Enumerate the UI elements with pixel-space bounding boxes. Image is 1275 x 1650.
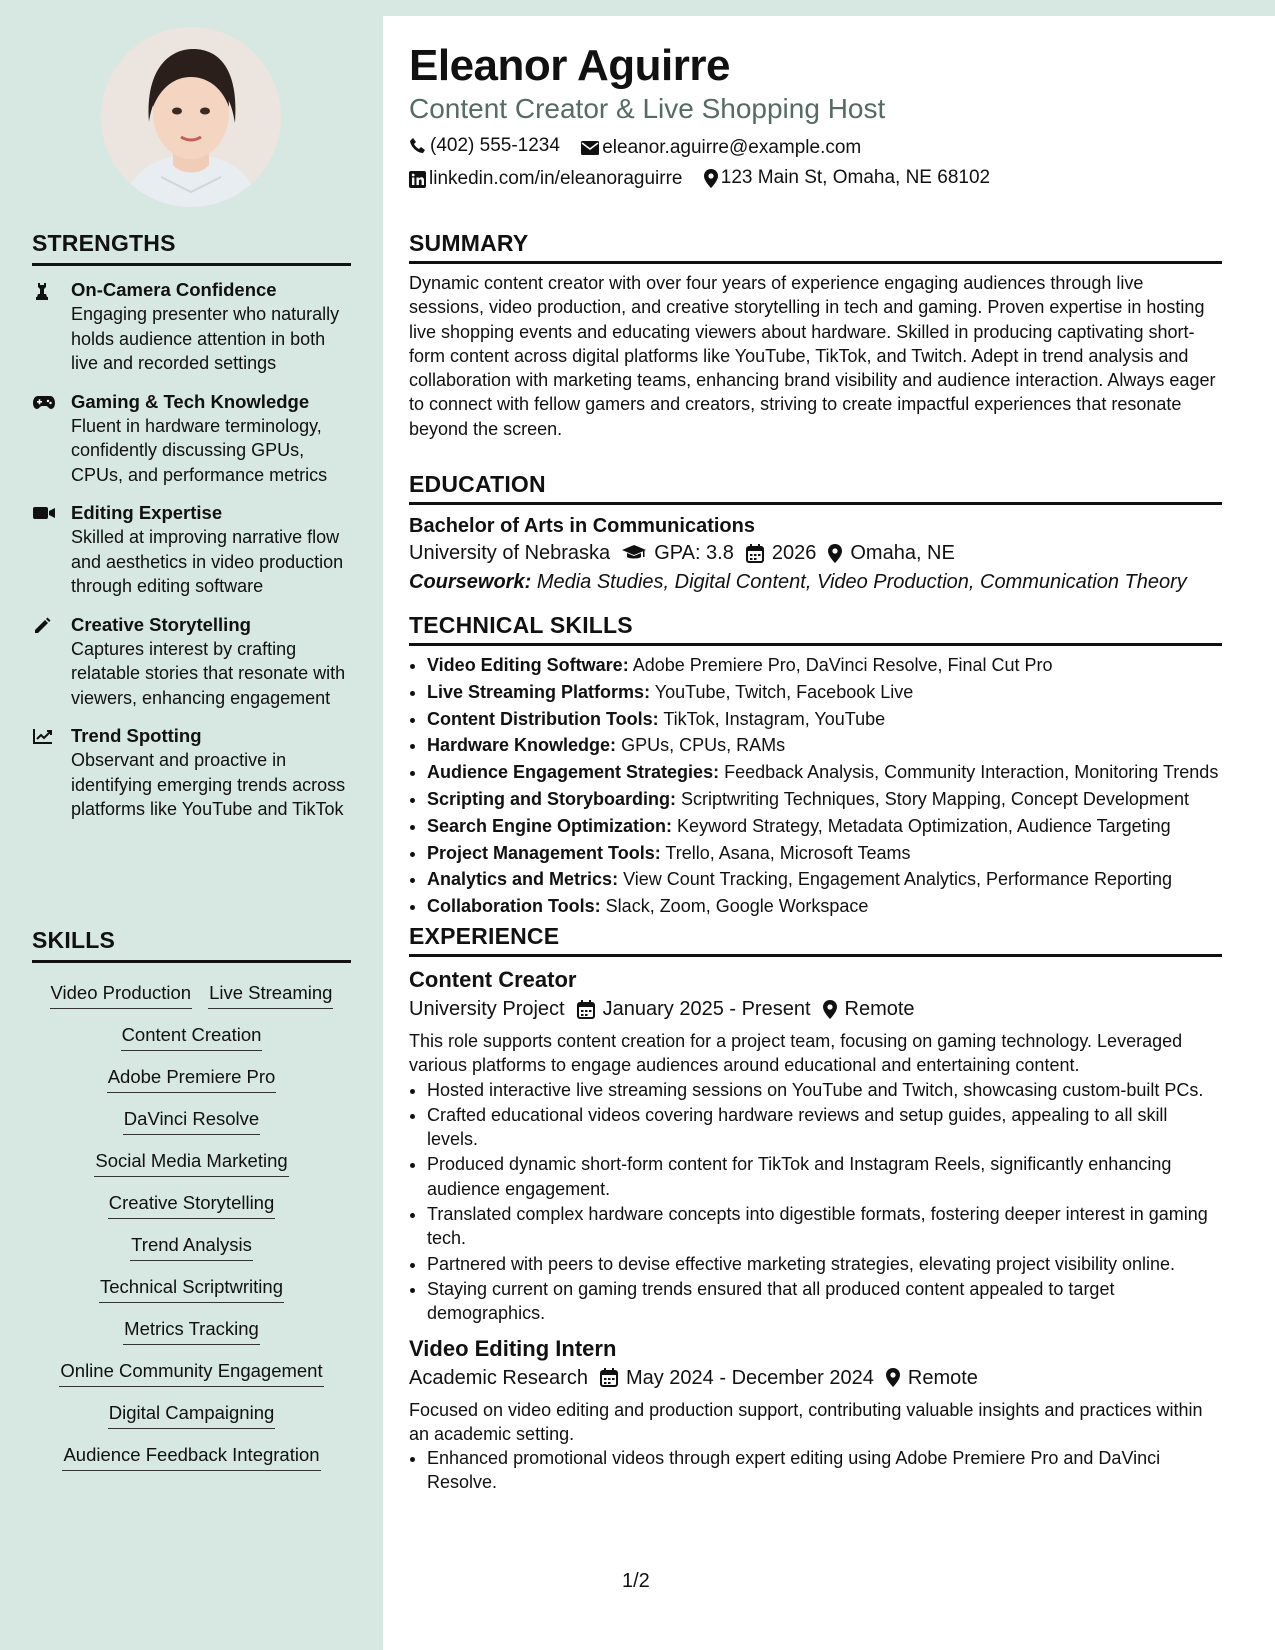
graduation-year: 2026 xyxy=(771,542,817,564)
skill-tag: Content Creation xyxy=(121,1023,263,1051)
skill-tag: Creative Storytelling xyxy=(108,1191,276,1219)
trend-chart-icon xyxy=(32,727,54,747)
skill-category: Scripting and Storyboarding: xyxy=(427,788,677,809)
job-bullet: • Translated complex hardware concepts into digestible formats, fostering deeper interest in gaming tech. xyxy=(427,1202,1222,1251)
address-text: 123 Main St, Omaha, NE 68102 xyxy=(720,167,991,188)
skill-values: Feedback Analysis, Community Interaction, Monitoring Trends xyxy=(724,762,1219,783)
video-camera-icon xyxy=(32,504,54,524)
education-meta xyxy=(409,539,1222,567)
candidate-title: Content Creator & Live Shopping Host xyxy=(409,93,886,124)
job-dates: January 2025 - Present xyxy=(602,998,811,1020)
job-location: Remote xyxy=(907,1366,978,1389)
job-bullet: • Enhanced promotional videos through expert editing using Adobe Premiere Pro and DaVinci Resolve. xyxy=(427,1446,1222,1495)
skill-category: Analytics and Metrics: xyxy=(427,869,619,890)
strengths-heading: STRENGTHS xyxy=(32,230,351,266)
linkedin-contact[interactable] xyxy=(409,167,682,191)
job-bullet: • Produced dynamic short-form content for TikTok and Instagram Reels, significantly enhancing audience engagement. xyxy=(427,1152,1222,1201)
technical-skill-item xyxy=(427,813,1222,840)
summary-text: Dynamic content creator with over four years of experience engaging audiences through live sessions, video production, and creative storytelling in tech and gaming. Proven expertise in hosting live shopping events and educating viewers about hardware. Skilled in producing captivating short-form content across digital platforms like YouTube, TikTok, and Twitch. Adept in trend analysis and collaboration with marketing teams, enhancing brand visibility and audience interaction. Always eager to connect with fellow gamers and creators, striving to create impactful experiences that resonate beyond the screen. xyxy=(409,273,1216,439)
phone-contact[interactable] xyxy=(409,134,560,158)
skill-category: Hardware Knowledge: xyxy=(427,735,617,756)
calendar-icon xyxy=(600,1368,618,1387)
skill-category: Collaboration Tools: xyxy=(427,896,601,917)
chess-icon xyxy=(32,281,54,301)
skill-category: Audience Engagement Strategies: xyxy=(427,762,720,783)
skill-category: Project Management Tools: xyxy=(427,842,661,863)
summary-heading: SUMMARY xyxy=(409,230,1222,264)
address-contact xyxy=(704,166,990,190)
linkedin-text: linkedin.com/in/eleanoraguirre xyxy=(429,168,683,189)
skill-values: Adobe Premiere Pro, DaVinci Resolve, Final Cut Pro xyxy=(632,655,1053,675)
technical-skill-item xyxy=(427,706,1222,733)
linkedin-icon xyxy=(409,171,426,188)
technical-skill-item xyxy=(427,786,1222,813)
strength-item xyxy=(32,501,351,599)
job-bullet: • Hosted interactive live streaming sessions on YouTube and Twitch, showcasing custom-built PCs. xyxy=(427,1078,1222,1102)
strengths-section xyxy=(32,230,351,822)
phone-text: (402) 555-1234 xyxy=(430,135,560,156)
skills-heading: SKILLS xyxy=(32,927,351,963)
strength-item xyxy=(32,278,351,376)
job-dates: May 2024 - December 2024 xyxy=(625,1366,874,1389)
strength-title: Trend Spotting xyxy=(71,725,202,746)
job-bullet: • Partnered with peers to devise effective marketing strategies, elevating project visibility online. xyxy=(427,1252,1222,1276)
job-title: Video Editing Intern xyxy=(409,1335,617,1361)
skill-category: Search Engine Optimization: xyxy=(427,815,673,836)
technical-skill-item xyxy=(427,866,1222,893)
job-description: Focused on video editing and production support, contributing valuable insights and practices within an academic setting. xyxy=(409,1399,1203,1444)
strength-item xyxy=(32,390,351,488)
calendar-icon xyxy=(746,544,764,563)
skills-section xyxy=(32,927,351,1477)
skill-tag: Audience Feedback Integration xyxy=(62,1443,320,1471)
skill-tag: Live Streaming xyxy=(208,981,333,1009)
job-bullet: • Crafted educational videos covering hardware reviews and setup guides, appealing to all skill levels. xyxy=(427,1103,1222,1152)
skill-values: Slack, Zoom, Google Workspace xyxy=(605,896,869,917)
skill-values: View Count Tracking, Engagement Analytics, Performance Reporting xyxy=(623,869,1173,890)
coursework-text: Media Studies, Digital Content, Video Production, Communication Theory xyxy=(536,571,1187,593)
technical-skills-heading: TECHNICAL SKILLS xyxy=(409,612,1222,646)
skill-tag: Metrics Tracking xyxy=(123,1317,260,1345)
location-pin-icon xyxy=(886,1368,900,1387)
skill-values: GPUs, CPUs, RAMs xyxy=(621,735,786,756)
gpa-text: GPA: 3.8 xyxy=(654,542,734,564)
location-pin-icon xyxy=(823,1000,837,1019)
job-bullets xyxy=(409,1078,1222,1326)
job-meta xyxy=(409,1364,1222,1392)
email-text: eleanor.aguirre@example.com xyxy=(602,137,862,158)
job-bullets xyxy=(409,1446,1222,1495)
skill-tag: Trend Analysis xyxy=(130,1233,253,1261)
job-title: Content Creator xyxy=(409,967,577,992)
strength-title: Editing Expertise xyxy=(71,502,223,523)
strength-description: Captures interest by crafting relatable stories that resonate with viewers, enhancing engagement xyxy=(71,638,346,708)
coursework xyxy=(409,567,1222,597)
skill-tag: Digital Campaigning xyxy=(108,1401,276,1429)
candidate-name: Eleanor Aguirre xyxy=(409,41,730,90)
page-number: 1/2 xyxy=(622,1570,650,1592)
technical-skill-item xyxy=(427,840,1222,867)
summary-section xyxy=(409,230,1222,441)
strength-description: Observant and proactive in identifying emerging trends across platforms like YouTube and TikTok xyxy=(71,750,346,819)
degree-title: Bachelor of Arts in Communications xyxy=(409,515,755,537)
job-meta xyxy=(409,995,1222,1023)
skill-values: Trello, Asana, Microsoft Teams xyxy=(665,842,911,863)
main-content xyxy=(383,16,1275,1650)
phone-icon xyxy=(409,137,427,155)
strength-description: Engaging presenter who naturally holds audience attention in both live and recorded settings xyxy=(71,304,340,373)
job-organization: University Project xyxy=(409,998,565,1020)
skill-category: Content Distribution Tools: xyxy=(427,708,659,729)
job-entry xyxy=(409,965,1222,1326)
email-contact[interactable] xyxy=(581,136,861,160)
technical-skill-item xyxy=(427,679,1222,706)
job-description: This role supports content creation for a project team, focusing on gaming technology. Leveraged various platforms to engage audiences around educational and entertaining content. xyxy=(409,1031,1183,1076)
location-pin-icon xyxy=(828,544,842,563)
graduation-cap-icon xyxy=(622,544,646,562)
skill-category: Live Streaming Platforms: xyxy=(427,681,651,702)
skill-tag: Video Production xyxy=(50,981,193,1009)
profile-photo xyxy=(101,27,281,207)
location-pin-icon xyxy=(704,169,718,188)
coursework-label: Coursework: xyxy=(409,571,532,593)
skill-tag: DaVinci Resolve xyxy=(123,1107,260,1135)
technical-skills-section xyxy=(409,612,1222,920)
contact-row-2 xyxy=(409,166,1006,195)
skills-list xyxy=(32,973,351,1477)
contact-row-1 xyxy=(409,134,877,162)
envelope-icon xyxy=(581,141,599,155)
strength-description: Skilled at improving narrative flow and aesthetics in video production through editing software xyxy=(71,527,344,596)
job-organization: Academic Research xyxy=(409,1366,588,1389)
skill-values: TikTok, Instagram, YouTube xyxy=(663,708,886,729)
pencil-icon xyxy=(32,616,54,636)
skill-tag: Adobe Premiere Pro xyxy=(107,1065,277,1093)
experience-section xyxy=(409,923,1222,1496)
technical-skill-item xyxy=(427,893,1222,920)
experience-heading: EXPERIENCE xyxy=(409,923,1222,957)
skill-tag: Social Media Marketing xyxy=(94,1149,288,1177)
job-bullet: • Staying current on gaming trends ensured that all produced content appealed to target demographics. xyxy=(427,1277,1222,1326)
strength-item xyxy=(32,613,351,711)
job-entry xyxy=(409,1334,1222,1495)
skill-category: Video Editing Software: xyxy=(427,655,629,675)
education-section xyxy=(409,471,1222,597)
calendar-icon xyxy=(577,1000,595,1019)
skill-tag: Online Community Engagement xyxy=(59,1359,323,1387)
technical-skill-item xyxy=(427,652,1222,679)
sidebar xyxy=(0,0,383,1650)
strength-description: Fluent in hardware terminology, confidently discussing GPUs, CPUs, and performance metrics xyxy=(71,415,328,485)
school-name: University of Nebraska xyxy=(409,542,611,564)
skill-values: Keyword Strategy, Metadata Optimization, Audience Targeting xyxy=(677,815,1171,836)
strength-title: On-Camera Confidence xyxy=(71,279,277,300)
strength-item xyxy=(32,724,351,822)
education-heading: EDUCATION xyxy=(409,471,1222,505)
gamepad-icon xyxy=(32,393,54,413)
strength-title: Gaming & Tech Knowledge xyxy=(71,390,310,412)
skill-values: Scriptwriting Techniques, Story Mapping, Concept Development xyxy=(681,788,1189,809)
technical-skill-item xyxy=(427,732,1222,759)
technical-skills-list xyxy=(409,652,1222,920)
job-location: Remote xyxy=(844,998,915,1020)
technical-skill-item xyxy=(427,759,1222,786)
strength-title: Creative Storytelling xyxy=(71,613,251,635)
skill-values: YouTube, Twitch, Facebook Live xyxy=(654,681,914,702)
education-location: Omaha, NE xyxy=(850,542,955,564)
skill-tag: Technical Scriptwriting xyxy=(99,1275,284,1303)
